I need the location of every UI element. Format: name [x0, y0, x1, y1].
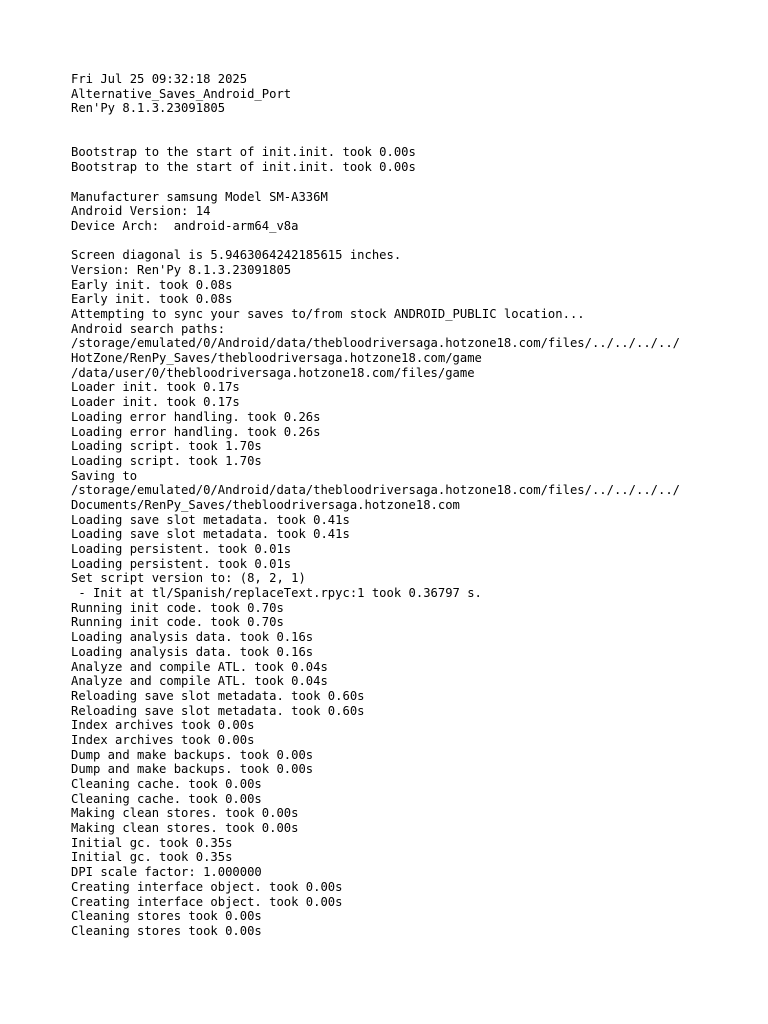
log-line: Loading save slot metadata. took 0.41s [71, 527, 350, 542]
log-line: Loader init. took 0.17s [71, 380, 240, 395]
log-line-blank [71, 131, 751, 146]
log-line: Loading persistent. took 0.01s [71, 542, 292, 556]
log-line: Initial gc. took 0.35s [71, 835, 233, 850]
log-line-path: HotZone/RenPy_Saves/thebloodriversaga.hotzone18.com/game [71, 351, 482, 366]
log-line: DPI scale factor: 1.000000 [71, 865, 262, 880]
log-line: Loading script. took 1.70s [71, 439, 262, 454]
log-line: Analyze and compile ATL. took 0.04s [71, 674, 328, 689]
log-line: Early init. took 0.08s [71, 292, 233, 307]
log-line: Bootstrap to the start of init.init. took 0.00s [71, 145, 416, 160]
log-line: Cleaning cache. took 0.00s [71, 777, 262, 791]
log-line: Loading error handling. took 0.26s [71, 409, 321, 424]
log-line: Making clean stores. took 0.00s [71, 806, 299, 821]
log-line: Index archives took 0.00s [71, 732, 255, 747]
log-line: Loading error handling. took 0.26s [71, 424, 321, 439]
log-line: Loading analysis data. took 0.16s [71, 630, 314, 645]
log-line: Loader init. took 0.17s [71, 395, 240, 410]
log-line-timestamp: Fri Jul 25 09:32:18 2025 [71, 72, 248, 86]
log-line-device-arch: Device Arch: android-arm64_v8a [71, 218, 299, 233]
log-line: Cleaning stores took 0.00s [71, 923, 262, 938]
log-line: - Init at tl/Spanish/replaceText.rpyc:1 took 0.36797 s. [71, 586, 482, 601]
log-line: Running init code. took 0.70s [71, 600, 284, 615]
log-line: Creating interface object. took 0.00s [71, 879, 343, 894]
log-line-blank [71, 116, 751, 131]
log-line-app-name: Alternative_Saves_Android_Port [71, 86, 292, 101]
log-line: Creating interface object. took 0.00s [71, 894, 343, 909]
log-line: Dump and make backups. took 0.00s [71, 762, 314, 777]
log-line: Cleaning cache. took 0.00s [71, 791, 262, 806]
log-line: Loading persistent. took 0.01s [71, 556, 292, 571]
log-line: Index archives took 0.00s [71, 718, 255, 733]
log-line: Cleaning stores took 0.00s [71, 909, 262, 924]
log-document [71, 72, 751, 939]
log-line: Android search paths: [71, 321, 226, 336]
log-line: Bootstrap to the start of init.init. took 0.00s [71, 160, 416, 175]
log-line: Analyze and compile ATL. took 0.04s [71, 659, 328, 674]
log-line-path: /storage/emulated/0/Android/data/thebloodriversaga.hotzone18.com/files/../../../../ [71, 483, 681, 498]
log-line: Running init code. took 0.70s [71, 615, 284, 630]
log-line-path: /storage/emulated/0/Android/data/thebloodriversaga.hotzone18.com/files/../../../../ [71, 336, 681, 351]
log-line-blank [71, 175, 751, 190]
log-line: Loading analysis data. took 0.16s [71, 644, 314, 659]
log-line: Attempting to sync your saves to/from stock ANDROID_PUBLIC location... [71, 307, 585, 321]
log-line: Version: Ren'Py 8.1.3.23091805 [71, 262, 292, 277]
log-line: Screen diagonal is 5.9463064242185615 inches. [71, 248, 402, 263]
log-line: Set script version to: (8, 2, 1) [71, 571, 306, 586]
log-line: Making clean stores. took 0.00s [71, 821, 299, 836]
log-line: Loading script. took 1.70s [71, 453, 262, 468]
log-line-blank [71, 234, 751, 249]
log-line: Reloading save slot metadata. took 0.60s [71, 688, 365, 703]
log-line: Reloading save slot metadata. took 0.60s [71, 703, 365, 718]
log-line-renpy-version: Ren'Py 8.1.3.23091805 [71, 101, 226, 116]
log-line: Initial gc. took 0.35s [71, 850, 233, 865]
log-line: Dump and make backups. took 0.00s [71, 747, 314, 762]
log-line-path: Documents/RenPy_Saves/thebloodriversaga.hotzone18.com [71, 497, 460, 512]
log-line: Saving to [71, 468, 138, 483]
log-line: Loading save slot metadata. took 0.41s [71, 512, 350, 527]
log-line-path: /data/user/0/thebloodriversaga.hotzone18.com/files/game [71, 365, 475, 380]
log-line: Early init. took 0.08s [71, 277, 233, 292]
log-line-android-version: Android Version: 14 [71, 204, 211, 219]
log-line-manufacturer: Manufacturer samsung Model SM-A336M [71, 189, 328, 204]
